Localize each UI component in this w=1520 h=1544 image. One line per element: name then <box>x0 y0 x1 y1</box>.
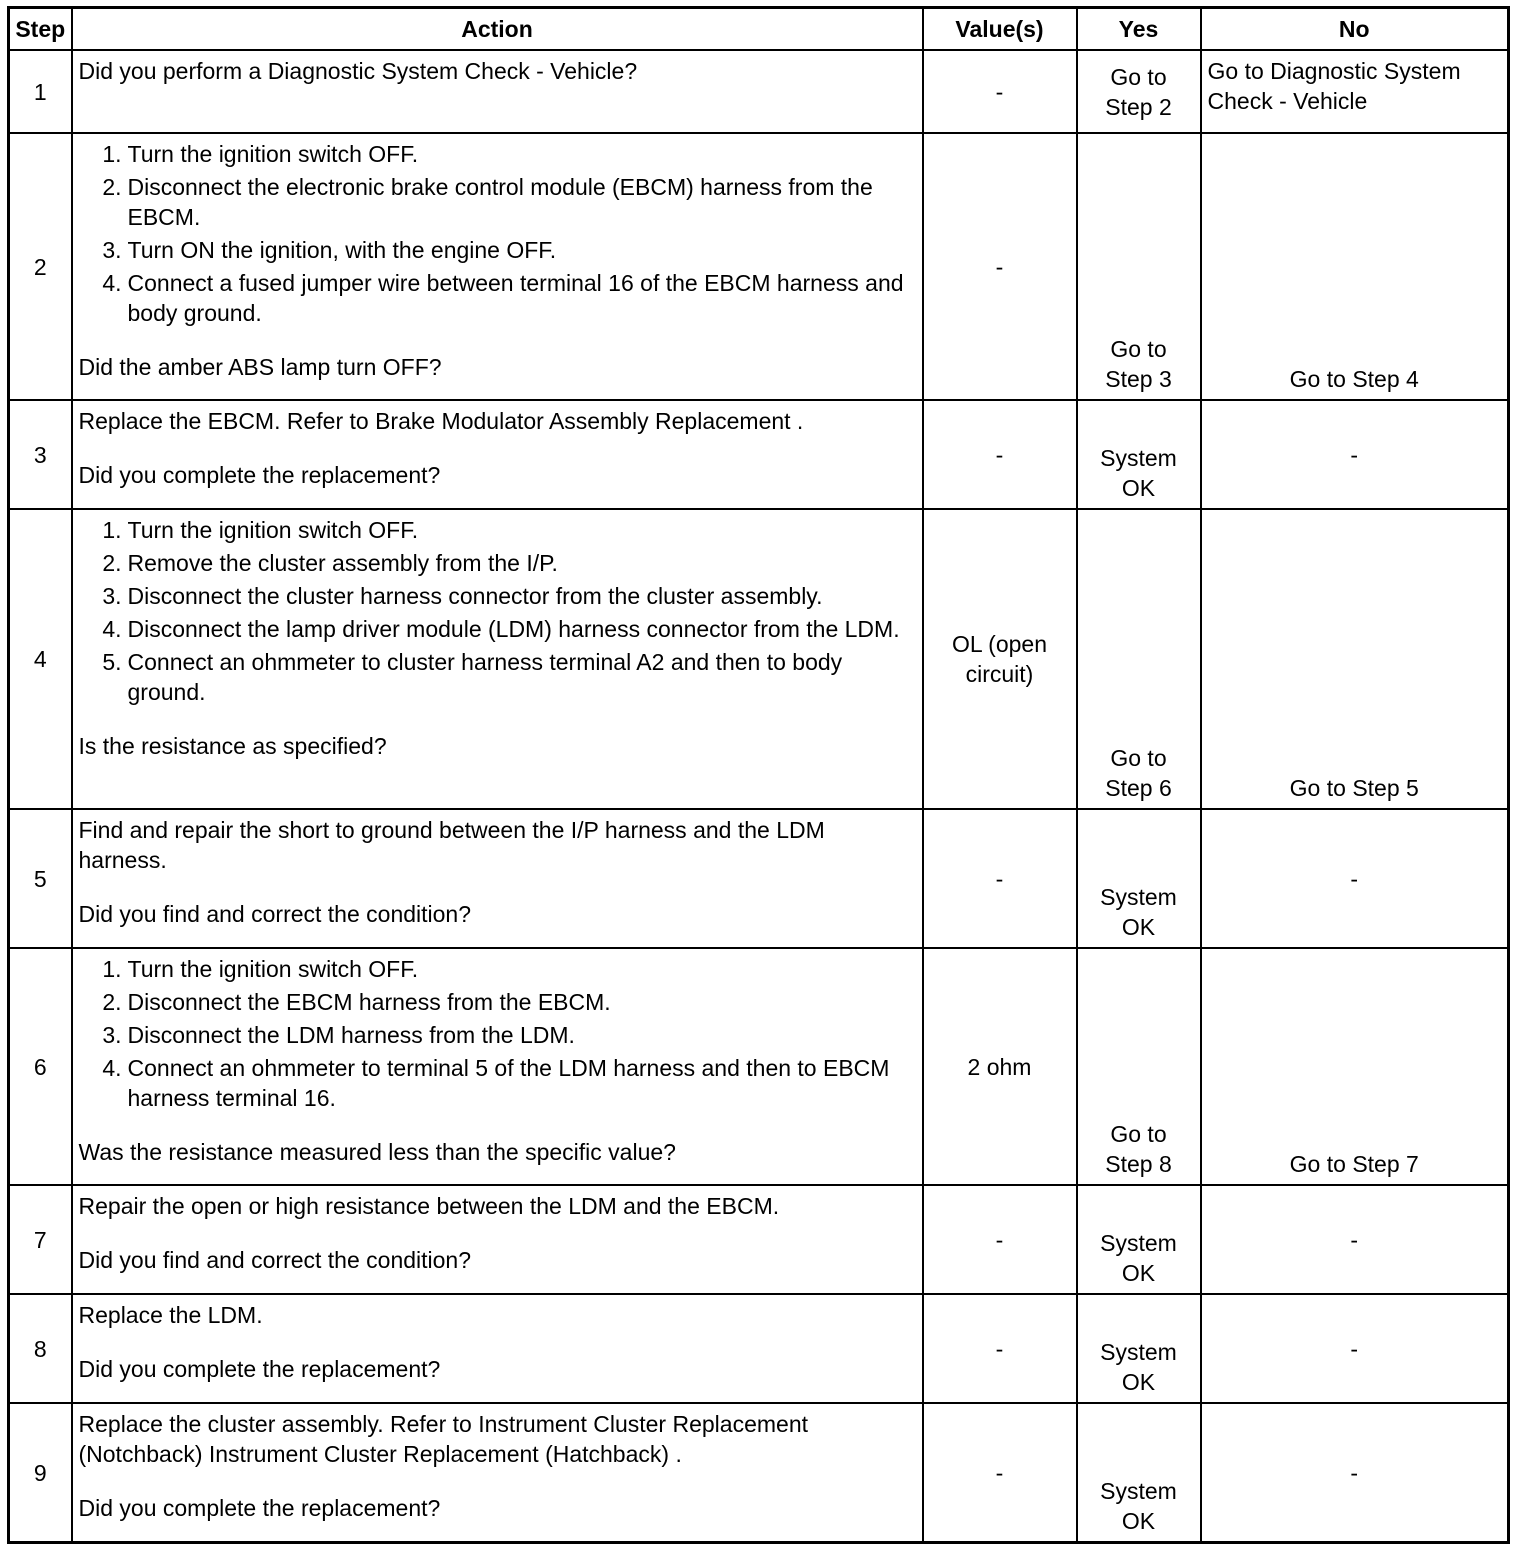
step-number: 2 <box>9 133 72 400</box>
value-cell: - <box>923 400 1077 509</box>
yes-cell <box>1077 400 1201 509</box>
yes-line: Go to <box>1110 745 1167 771</box>
action-cell <box>72 809 923 948</box>
yes-cell <box>1077 509 1201 809</box>
value-cell: - <box>923 1403 1077 1543</box>
value-cell: 2 ohm <box>923 948 1077 1185</box>
action-cell <box>72 509 923 809</box>
yes-cell <box>1077 1185 1201 1294</box>
list-item: 1. Turn the ignition switch OFF. <box>102 517 419 543</box>
header-step: Step <box>9 8 72 51</box>
step-number: 4 <box>9 509 72 809</box>
action-text: Find and repair the short to ground between the I/P harness and the LDM harness. <box>78 817 825 873</box>
question-text: Is the resistance as specified? <box>78 733 387 759</box>
yes-line: System <box>1100 1339 1177 1365</box>
table-row <box>9 133 1509 400</box>
question-text: Did you complete the replacement? <box>78 462 441 488</box>
no-line: Check - Vehicle <box>1207 88 1368 114</box>
action-cell <box>72 948 923 1185</box>
list-item: 3. Disconnect the LDM harness from the LDM. <box>102 1022 575 1048</box>
value-line: circuit) <box>965 661 1034 687</box>
table-row <box>9 809 1509 948</box>
list-item: 4. Connect an ohmmeter to terminal 5 of the LDM harness and then to EBCM harness terminal 16. <box>102 1055 890 1111</box>
yes-line: System <box>1100 884 1177 910</box>
action-text: Replace the LDM. <box>78 1302 263 1328</box>
yes-line: System <box>1100 1230 1177 1256</box>
header-yes: Yes <box>1077 8 1201 51</box>
yes-line: Step 8 <box>1105 1151 1172 1177</box>
list-item: 4. Connect a fused jumper wire between terminal 16 of the EBCM harness and body ground. <box>102 270 904 326</box>
list-item: 2. Disconnect the EBCM harness from the EBCM. <box>102 989 611 1015</box>
list-item: 1. Turn the ignition switch OFF. <box>102 141 419 167</box>
list-item: 3. Disconnect the cluster harness connector from the cluster assembly. <box>102 583 823 609</box>
list-item: 1. Turn the ignition switch OFF. <box>102 956 419 982</box>
diagnostic-table <box>7 6 1510 1544</box>
no-cell: Go to Step 4 <box>1201 133 1509 400</box>
value-cell: - <box>923 1185 1077 1294</box>
table-row <box>9 948 1509 1185</box>
yes-cell <box>1077 948 1201 1185</box>
step-number: 8 <box>9 1294 72 1403</box>
no-cell: - <box>1201 1185 1509 1294</box>
yes-line: OK <box>1121 914 1156 940</box>
step-number: 5 <box>9 809 72 948</box>
header-action: Action <box>72 8 923 51</box>
action-text: Replace the cluster assembly. Refer to Instrument Cluster Replacement (Notchback) Instrument Cluster Replacement (Hatchback) . <box>78 1411 808 1467</box>
instruction-list <box>79 139 916 328</box>
value-cell: - <box>923 1294 1077 1403</box>
yes-line: Step 3 <box>1105 366 1172 392</box>
step-number: 6 <box>9 948 72 1185</box>
value-line: OL (open <box>951 631 1048 657</box>
yes-line: Go to <box>1110 1121 1167 1147</box>
step-number: 1 <box>9 50 72 133</box>
table-row <box>9 1403 1509 1543</box>
table-row <box>9 509 1509 809</box>
no-cell: Go to Step 5 <box>1201 509 1509 809</box>
action-cell <box>72 1185 923 1294</box>
yes-line: System <box>1100 445 1177 471</box>
yes-cell <box>1077 1403 1201 1543</box>
no-line: Go to Diagnostic System <box>1207 58 1461 84</box>
yes-cell <box>1077 50 1201 133</box>
yes-line: Step 6 <box>1105 775 1172 801</box>
yes-cell <box>1077 809 1201 948</box>
value-cell: - <box>923 809 1077 948</box>
table-row <box>9 400 1509 509</box>
list-item: 4. Disconnect the lamp driver module (LDM) harness connector from the LDM. <box>102 616 900 642</box>
action-text: Did you perform a Diagnostic System Check - Vehicle? <box>78 58 638 84</box>
table-row <box>9 1185 1509 1294</box>
yes-line: System <box>1100 1478 1177 1504</box>
question-text: Did you find and correct the condition? <box>78 1247 472 1273</box>
instruction-list <box>79 954 916 1113</box>
action-cell <box>72 50 923 133</box>
question-text: Did you find and correct the condition? <box>78 901 472 927</box>
action-cell <box>72 1403 923 1543</box>
no-cell: - <box>1201 1403 1509 1543</box>
value-cell <box>923 509 1077 809</box>
yes-line: OK <box>1121 475 1156 501</box>
value-cell: - <box>923 133 1077 400</box>
yes-line: OK <box>1121 1508 1156 1534</box>
yes-line: Step 2 <box>1105 93 1172 120</box>
instruction-list <box>79 515 916 707</box>
step-number: 3 <box>9 400 72 509</box>
question-text: Did you complete the replacement? <box>78 1495 441 1521</box>
yes-cell <box>1077 133 1201 400</box>
yes-line: Go to <box>1110 63 1167 90</box>
no-cell: - <box>1201 809 1509 948</box>
no-cell: Go to Step 7 <box>1201 948 1509 1185</box>
yes-line: OK <box>1121 1260 1156 1286</box>
question-text: Did you complete the replacement? <box>78 1356 441 1382</box>
list-item: 3. Turn ON the ignition, with the engine OFF. <box>102 237 557 263</box>
yes-line: OK <box>1121 1369 1156 1395</box>
no-cell <box>1201 50 1509 133</box>
question-text: Did the amber ABS lamp turn OFF? <box>78 354 442 380</box>
header-row <box>9 8 1509 51</box>
action-text: Repair the open or high resistance between the LDM and the EBCM. <box>78 1193 780 1219</box>
action-cell <box>72 1294 923 1403</box>
step-number: 7 <box>9 1185 72 1294</box>
no-cell: - <box>1201 1294 1509 1403</box>
value-cell: - <box>923 50 1077 133</box>
question-text: Was the resistance measured less than the specific value? <box>78 1139 676 1165</box>
list-item: 5. Connect an ohmmeter to cluster harness terminal A2 and then to body ground. <box>102 649 843 705</box>
header-values: Value(s) <box>923 8 1077 51</box>
no-cell: - <box>1201 400 1509 509</box>
list-item: 2. Disconnect the electronic brake control module (EBCM) harness from the EBCM. <box>102 174 873 230</box>
list-item: 2. Remove the cluster assembly from the I/P. <box>102 550 558 576</box>
action-cell <box>72 400 923 509</box>
step-number: 9 <box>9 1403 72 1543</box>
table-row <box>9 1294 1509 1403</box>
action-cell <box>72 133 923 400</box>
header-no: No <box>1201 8 1509 51</box>
action-text: Replace the EBCM. Refer to Brake Modulator Assembly Replacement . <box>78 408 804 434</box>
yes-cell <box>1077 1294 1201 1403</box>
table-row <box>9 50 1509 133</box>
yes-line: Go to <box>1110 336 1167 362</box>
